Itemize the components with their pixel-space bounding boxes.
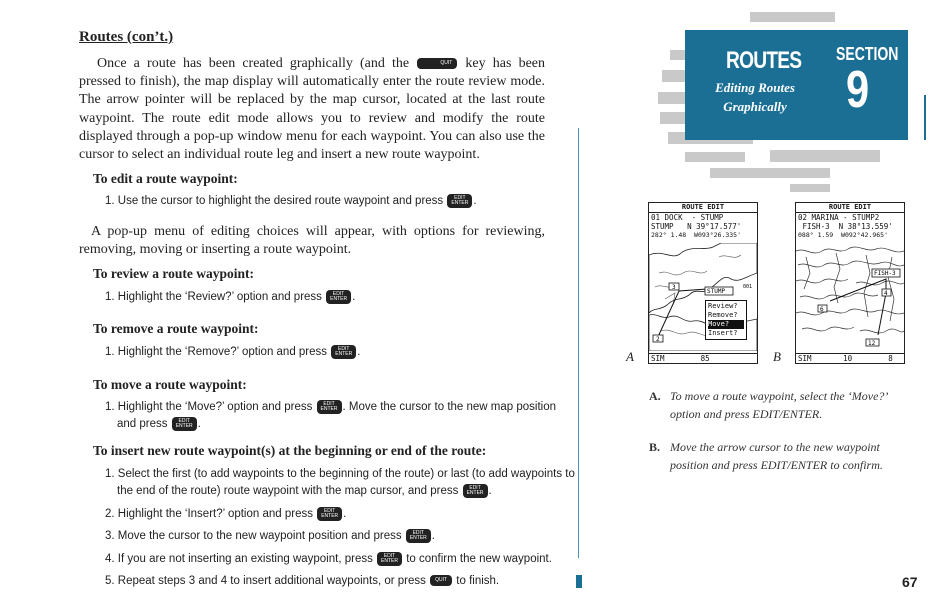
edit-enter-key-icon: EDIT ENTER xyxy=(317,507,342,521)
header-section-label: SECTION xyxy=(836,44,899,64)
header-subtitle-2: Graphically xyxy=(723,99,787,114)
accent-bar-bottom xyxy=(576,575,582,588)
intro-paragraph: Once a route has been created graphically (and the QUIT key has been pressed to finish), the map display will automatically enter the route review mode. The arrow pointer will be replaced by the map cursor, located at the last route waypoint. The route edit mode allows you to review and modify the route displayed through a pop-up window menu for each waypoint. You can also use the cursor to select an individual route leg and insert a new route waypoint. xyxy=(79,56,546,163)
map-marker-label: 2 xyxy=(656,336,660,343)
header-routes: ROUTES xyxy=(726,47,802,74)
map-b-graphic xyxy=(796,243,904,351)
remove-step-1: 1. Highlight the ‘Remove?’ option and press EDIT ENTER . xyxy=(105,345,361,358)
screen-waypoint-line: FISH-3 N 38°13.559' xyxy=(798,222,893,231)
edit-enter-key-icon: EDIT ENTER xyxy=(331,345,356,359)
page-title: Routes (con’t.) xyxy=(79,29,174,45)
screen-coords-line: 282° 1.48 W093°26.335' xyxy=(651,231,742,239)
column-divider xyxy=(578,128,579,558)
edit-heading: To edit a route waypoint: xyxy=(93,171,238,186)
screen-footer: SIM 85 xyxy=(649,353,757,363)
header-section-number: 9 xyxy=(846,61,870,119)
figure-label-a: A xyxy=(626,349,634,364)
header-subtitle-1: Editing Routes xyxy=(715,80,795,95)
map-marker-label: 3 xyxy=(672,284,676,291)
edit-enter-key-icon: EDIT ENTER xyxy=(463,484,488,498)
caption-a xyxy=(649,388,907,423)
map-marker-label: 6 xyxy=(820,306,824,313)
insert-heading: To insert new route waypoint(s) at the beginning or end of the route: xyxy=(93,443,487,458)
caption-b-text: Move the arrow cursor to the new waypoint position and press EDIT/ENTER to confirm. xyxy=(670,440,883,472)
move-step-1: 1. Highlight the ‘Move?’ option and press EDIT ENTER . Move the cursor to the new map position and press EDIT ENTER . xyxy=(105,400,556,430)
caption-a-letter: A. xyxy=(649,389,661,403)
figure-label-b: B xyxy=(773,349,781,364)
remove-heading: To remove a route waypoint: xyxy=(93,321,259,336)
move-heading: To move a route waypoint: xyxy=(93,377,247,392)
gps-screen-b xyxy=(795,202,905,364)
screen-route-line: 01 DOCK - STUMP xyxy=(651,213,724,222)
screen-title: ROUTE EDIT xyxy=(796,203,904,213)
map-waypoint-label: STUMP xyxy=(707,288,726,295)
edit-enter-key-icon: EDIT ENTER xyxy=(377,552,402,566)
caption-b xyxy=(649,439,907,474)
map-waypoint-number: 001 xyxy=(743,284,753,290)
screen-title: ROUTE EDIT xyxy=(649,203,757,213)
review-step-1: 1. Highlight the ‘Review?’ option and press EDIT ENTER . xyxy=(105,290,356,303)
insert-step-3: 3. Move the cursor to the new waypoint position and press EDIT ENTER . xyxy=(105,529,435,542)
insert-step-2: 2. Highlight the ‘Insert?’ option and press EDIT ENTER . xyxy=(105,507,347,520)
caption-b-letter: B. xyxy=(649,440,661,454)
review-heading: To review a route waypoint: xyxy=(93,266,254,281)
menu-item-move[interactable]: Move? xyxy=(708,320,744,329)
insert-step-4: 4. If you are not inserting an existing waypoint, press EDIT ENTER to confirm the new waypoint. xyxy=(105,552,552,565)
screen-route-line: 02 MARINA - STUMP2 xyxy=(798,213,880,222)
edit-enter-key-icon: EDIT ENTER xyxy=(406,529,431,543)
popup-menu xyxy=(705,300,747,340)
quit-key-icon: QUIT xyxy=(417,58,457,69)
quit-key-icon: QUIT xyxy=(430,575,452,586)
screen-footer: SIM 10 8 xyxy=(796,353,904,363)
menu-item-insert[interactable]: Insert? xyxy=(708,329,738,337)
gps-screen-a xyxy=(648,202,758,364)
accent-bar xyxy=(924,95,926,140)
edit-enter-key-icon: EDIT ENTER xyxy=(172,417,197,431)
map-marker-label: 12 xyxy=(868,340,876,347)
insert-step-5: 5. Repeat steps 3 and 4 to insert additional waypoints, or press QUIT to finish. xyxy=(105,575,500,587)
edit-enter-key-icon: EDIT ENTER xyxy=(326,290,351,304)
insert-step-1: 1. Select the first (to add waypoints to the beginning of the route) or last (to add waypoints to the end of the route) route waypoint with the map cursor, and press EDIT ENTER . xyxy=(105,468,575,497)
popup-paragraph: A pop-up menu of editing choices will appear, with options for reviewing, removing, moving or inserting a route waypoint. xyxy=(79,224,545,258)
menu-item-remove[interactable]: Remove? xyxy=(708,311,738,319)
edit-enter-key-icon: EDIT ENTER xyxy=(317,400,342,414)
menu-item-review[interactable]: Review? xyxy=(708,302,738,310)
map-marker-label: 4 xyxy=(884,290,888,297)
map-marker-label: FISH-3 xyxy=(874,270,896,277)
edit-step-1: 1. Use the cursor to highlight the desired route waypoint and press EDIT ENTER . xyxy=(105,194,477,207)
screen-coords-line: 088° 1.59 W092°42.965' xyxy=(798,231,889,239)
page-number: 67 xyxy=(902,574,918,590)
screen-waypoint-line: STUMP N 39°17.577' xyxy=(651,222,742,231)
caption-a-text: To move a route waypoint, select the ‘Move?’ option and press EDIT/ENTER. xyxy=(670,389,888,421)
edit-enter-key-icon: EDIT ENTER xyxy=(447,194,472,208)
